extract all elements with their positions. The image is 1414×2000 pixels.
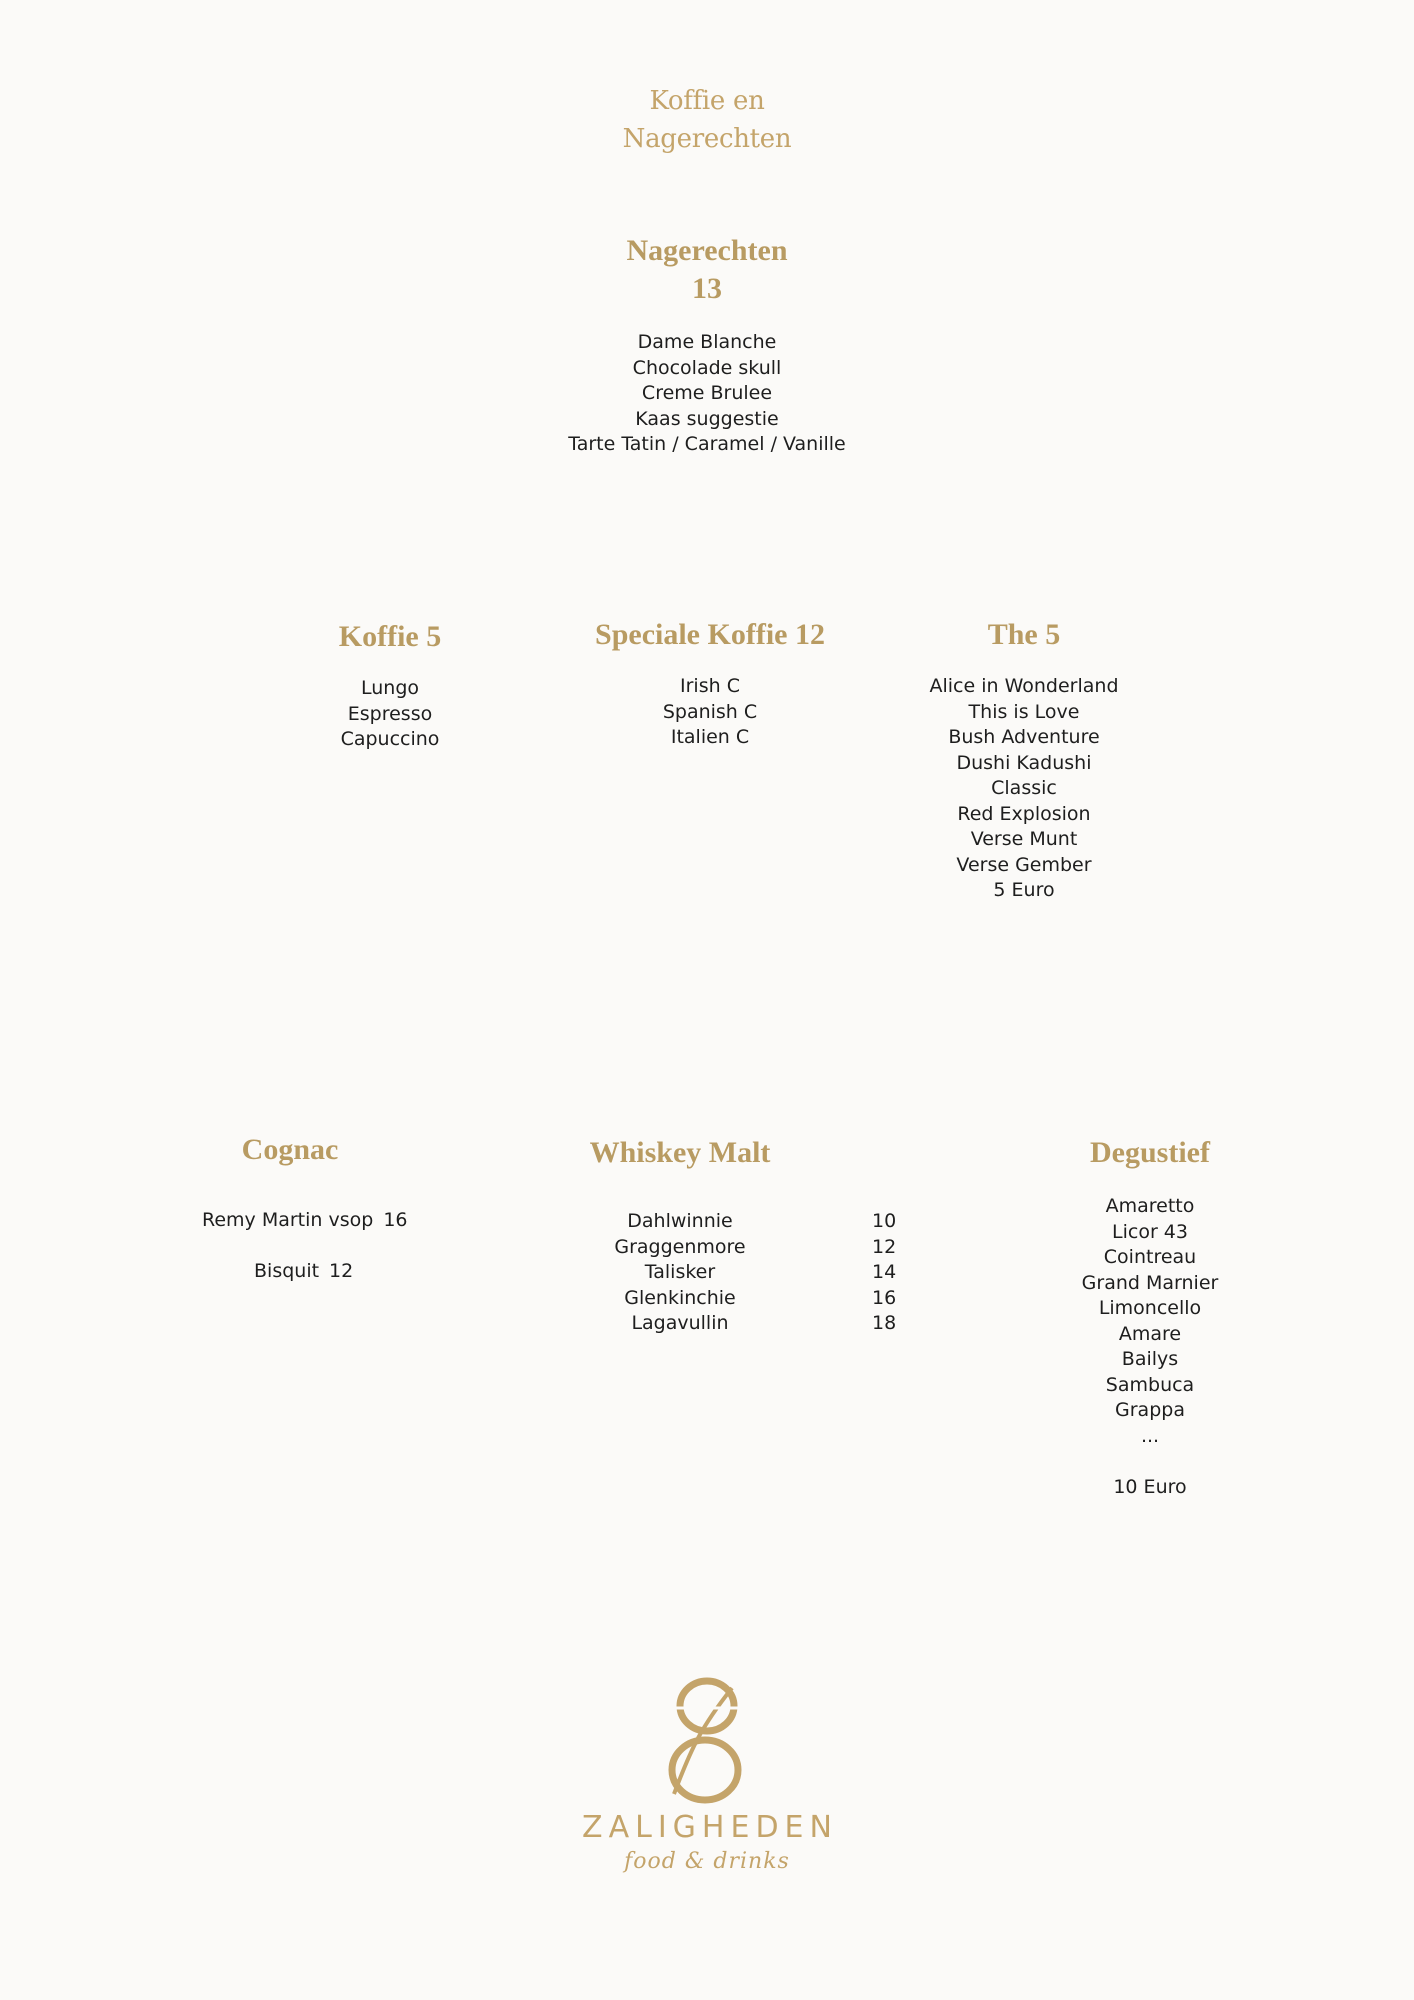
page-title-line-1: Koffie en	[649, 86, 765, 116]
list-item: Grappa	[1115, 1399, 1185, 1421]
item-price: 10	[872, 1210, 897, 1232]
section-title-speciale-koffie: Speciale Koffie 12	[595, 618, 825, 651]
list-item: Irish C	[680, 675, 740, 697]
item-price: 12	[872, 1235, 897, 1258]
koffie-list	[240, 676, 540, 753]
list-item: Dushi Kadushi	[956, 751, 1092, 774]
list-item: Cointreau	[1103, 1246, 1197, 1268]
list-spacer	[1000, 1449, 1300, 1475]
item-name: Remy Martin vsop	[202, 1209, 374, 1231]
list-item	[560, 1311, 920, 1337]
whiskey-list	[560, 1209, 920, 1337]
page-title	[507, 82, 907, 158]
list-item: Spanish C	[662, 700, 758, 723]
section-title-koffie: Koffie 5	[338, 620, 442, 653]
section-speciale-koffie	[560, 616, 860, 751]
section-cognac	[170, 1131, 410, 1169]
section-degustief	[1000, 1134, 1300, 1500]
item-name: Talisker	[644, 1261, 716, 1283]
list-item: Amare	[1118, 1322, 1182, 1345]
item-name: Bisquit	[254, 1260, 320, 1282]
section-koffie	[240, 618, 540, 753]
item-name: Graggenmore	[614, 1235, 746, 1258]
list-item: Italien C	[670, 726, 750, 748]
list-item: Bailys	[1121, 1348, 1179, 1370]
nagerechten-price: 13	[692, 272, 722, 305]
degustief-price: 10 Euro	[1113, 1475, 1187, 1498]
nagerechten-title: Nagerechten	[626, 234, 788, 267]
section-title-whiskey-malt: Whiskey Malt	[589, 1136, 771, 1169]
list-item: Red Explosion	[957, 802, 1091, 825]
list-item: Limoncello	[1098, 1297, 1202, 1319]
degustief-list	[1000, 1194, 1300, 1500]
item-price: 18	[872, 1312, 897, 1334]
brand-logo	[507, 1676, 907, 1874]
list-item: Lungo	[360, 677, 420, 699]
section-whiskey-malt	[530, 1134, 830, 1172]
list-item: ...	[1140, 1424, 1160, 1447]
item-name: Dahlwinnie	[627, 1210, 733, 1232]
list-item: Espresso	[347, 702, 433, 725]
list-item: This is Love	[968, 700, 1080, 723]
item-price: 16	[872, 1286, 897, 1309]
list-item	[560, 1209, 920, 1235]
list-item: Grand Marnier	[1081, 1271, 1219, 1294]
speciale-koffie-list	[560, 674, 860, 751]
section-title-cognac: Cognac	[241, 1133, 339, 1166]
nagerechten-list	[507, 330, 907, 458]
list-item: Sambuca	[1105, 1373, 1195, 1396]
item-price: 14	[872, 1261, 897, 1283]
list-item	[254, 1259, 353, 1285]
list-item	[560, 1235, 920, 1261]
section-title-nagerechten	[507, 232, 907, 308]
item-name: Lagavullin	[631, 1312, 729, 1334]
list-item: Capuccino	[340, 728, 440, 750]
item-price: 12	[329, 1260, 354, 1282]
section-the	[874, 616, 1174, 904]
list-item: Classic	[991, 777, 1057, 799]
list-item: Alice in Wonderland	[929, 675, 1119, 697]
list-item: Bush Adventure	[948, 726, 1100, 748]
list-item: Licor 43	[1112, 1220, 1188, 1243]
brand-tagline: food & drinks	[624, 1849, 790, 1874]
list-item: Creme Brulee	[641, 382, 773, 404]
item-name: Glenkinchie	[624, 1286, 736, 1309]
list-item: 5 Euro	[993, 879, 1055, 901]
list-item: Verse Munt	[970, 828, 1078, 850]
list-item	[560, 1260, 920, 1286]
list-item: Dame Blanche	[637, 331, 777, 353]
list-item	[202, 1208, 408, 1234]
list-item	[560, 1286, 920, 1312]
brand-name: ZALIGHEDEN	[582, 1810, 838, 1845]
the-list	[874, 674, 1174, 904]
section-nagerechten	[507, 232, 907, 458]
list-item: Tarte Tatin / Caramel / Vanille	[568, 433, 846, 455]
list-item: Verse Gember	[956, 853, 1092, 876]
list-item: Amaretto	[1105, 1195, 1195, 1217]
item-price: 16	[383, 1209, 408, 1231]
list-item: Kaas suggestie	[635, 407, 779, 430]
list-item: Chocolade skull	[632, 356, 782, 379]
section-title-degustief: Degustief	[1090, 1136, 1210, 1169]
page-title-line-2: Nagerechten	[622, 124, 792, 154]
section-title-the: The 5	[987, 618, 1061, 651]
figure-eight-monogram-icon	[662, 1676, 752, 1806]
